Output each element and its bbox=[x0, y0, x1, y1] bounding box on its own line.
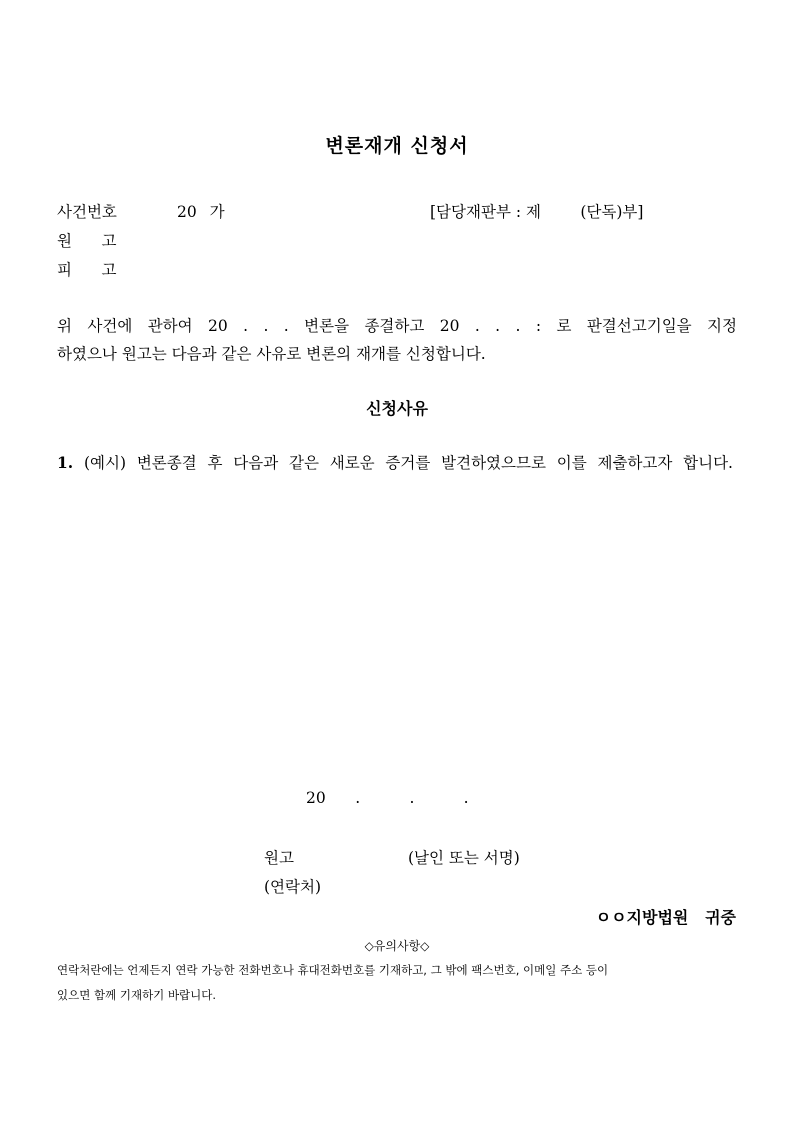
division-info: [담당재판부 : 제 (단독)부] bbox=[430, 203, 644, 221]
document-title: 변론재개 신청서 bbox=[325, 135, 469, 157]
request-line-2: 하였으나 원고는 다음과 같은 사유로 변론의 재개를 신청합니다. bbox=[57, 345, 486, 363]
case-number-label: 사건번호 bbox=[57, 203, 117, 221]
reason-number: 1. bbox=[57, 453, 74, 472]
request-paragraph bbox=[57, 312, 737, 368]
court-name: ㅇㅇ지방법원 귀중 bbox=[595, 908, 736, 927]
notes-line-2: 있으면 함께 기재하기 바랍니다. bbox=[57, 988, 217, 1002]
reason-item bbox=[57, 451, 733, 473]
notes-body bbox=[57, 958, 737, 1008]
date-line: 20 . . . bbox=[306, 789, 469, 807]
plaintiff-signature-label: 원고 bbox=[264, 849, 294, 867]
case-number-value: 20 가 bbox=[177, 203, 225, 221]
seal-or-signature-note: (날인 또는 서명) bbox=[408, 849, 520, 867]
notes-line-1: 연락처란에는 언제든지 연락 가능한 전화번호나 휴대전화번호를 기재하고, 그 밖에 팩스번호, 이메일 주소 등이 bbox=[57, 963, 609, 977]
notes-title: ◇유의사항◇ bbox=[364, 939, 430, 953]
request-line-1: 위 사건에 관하여 20 . . . 변론을 종결하고 20 . . . : 로 판결선고기일을 지정 bbox=[57, 317, 737, 335]
defendant-label: 피 고 bbox=[57, 261, 117, 279]
plaintiff-label: 원 고 bbox=[57, 232, 117, 250]
reason-heading: 신청사유 bbox=[366, 399, 428, 418]
contact-label: (연락처) bbox=[264, 878, 322, 896]
reason-text: (예시) 변론종결 후 다음과 같은 새로운 증거를 발견하였으므로 이를 제출하고자 합니다. bbox=[83, 454, 733, 472]
